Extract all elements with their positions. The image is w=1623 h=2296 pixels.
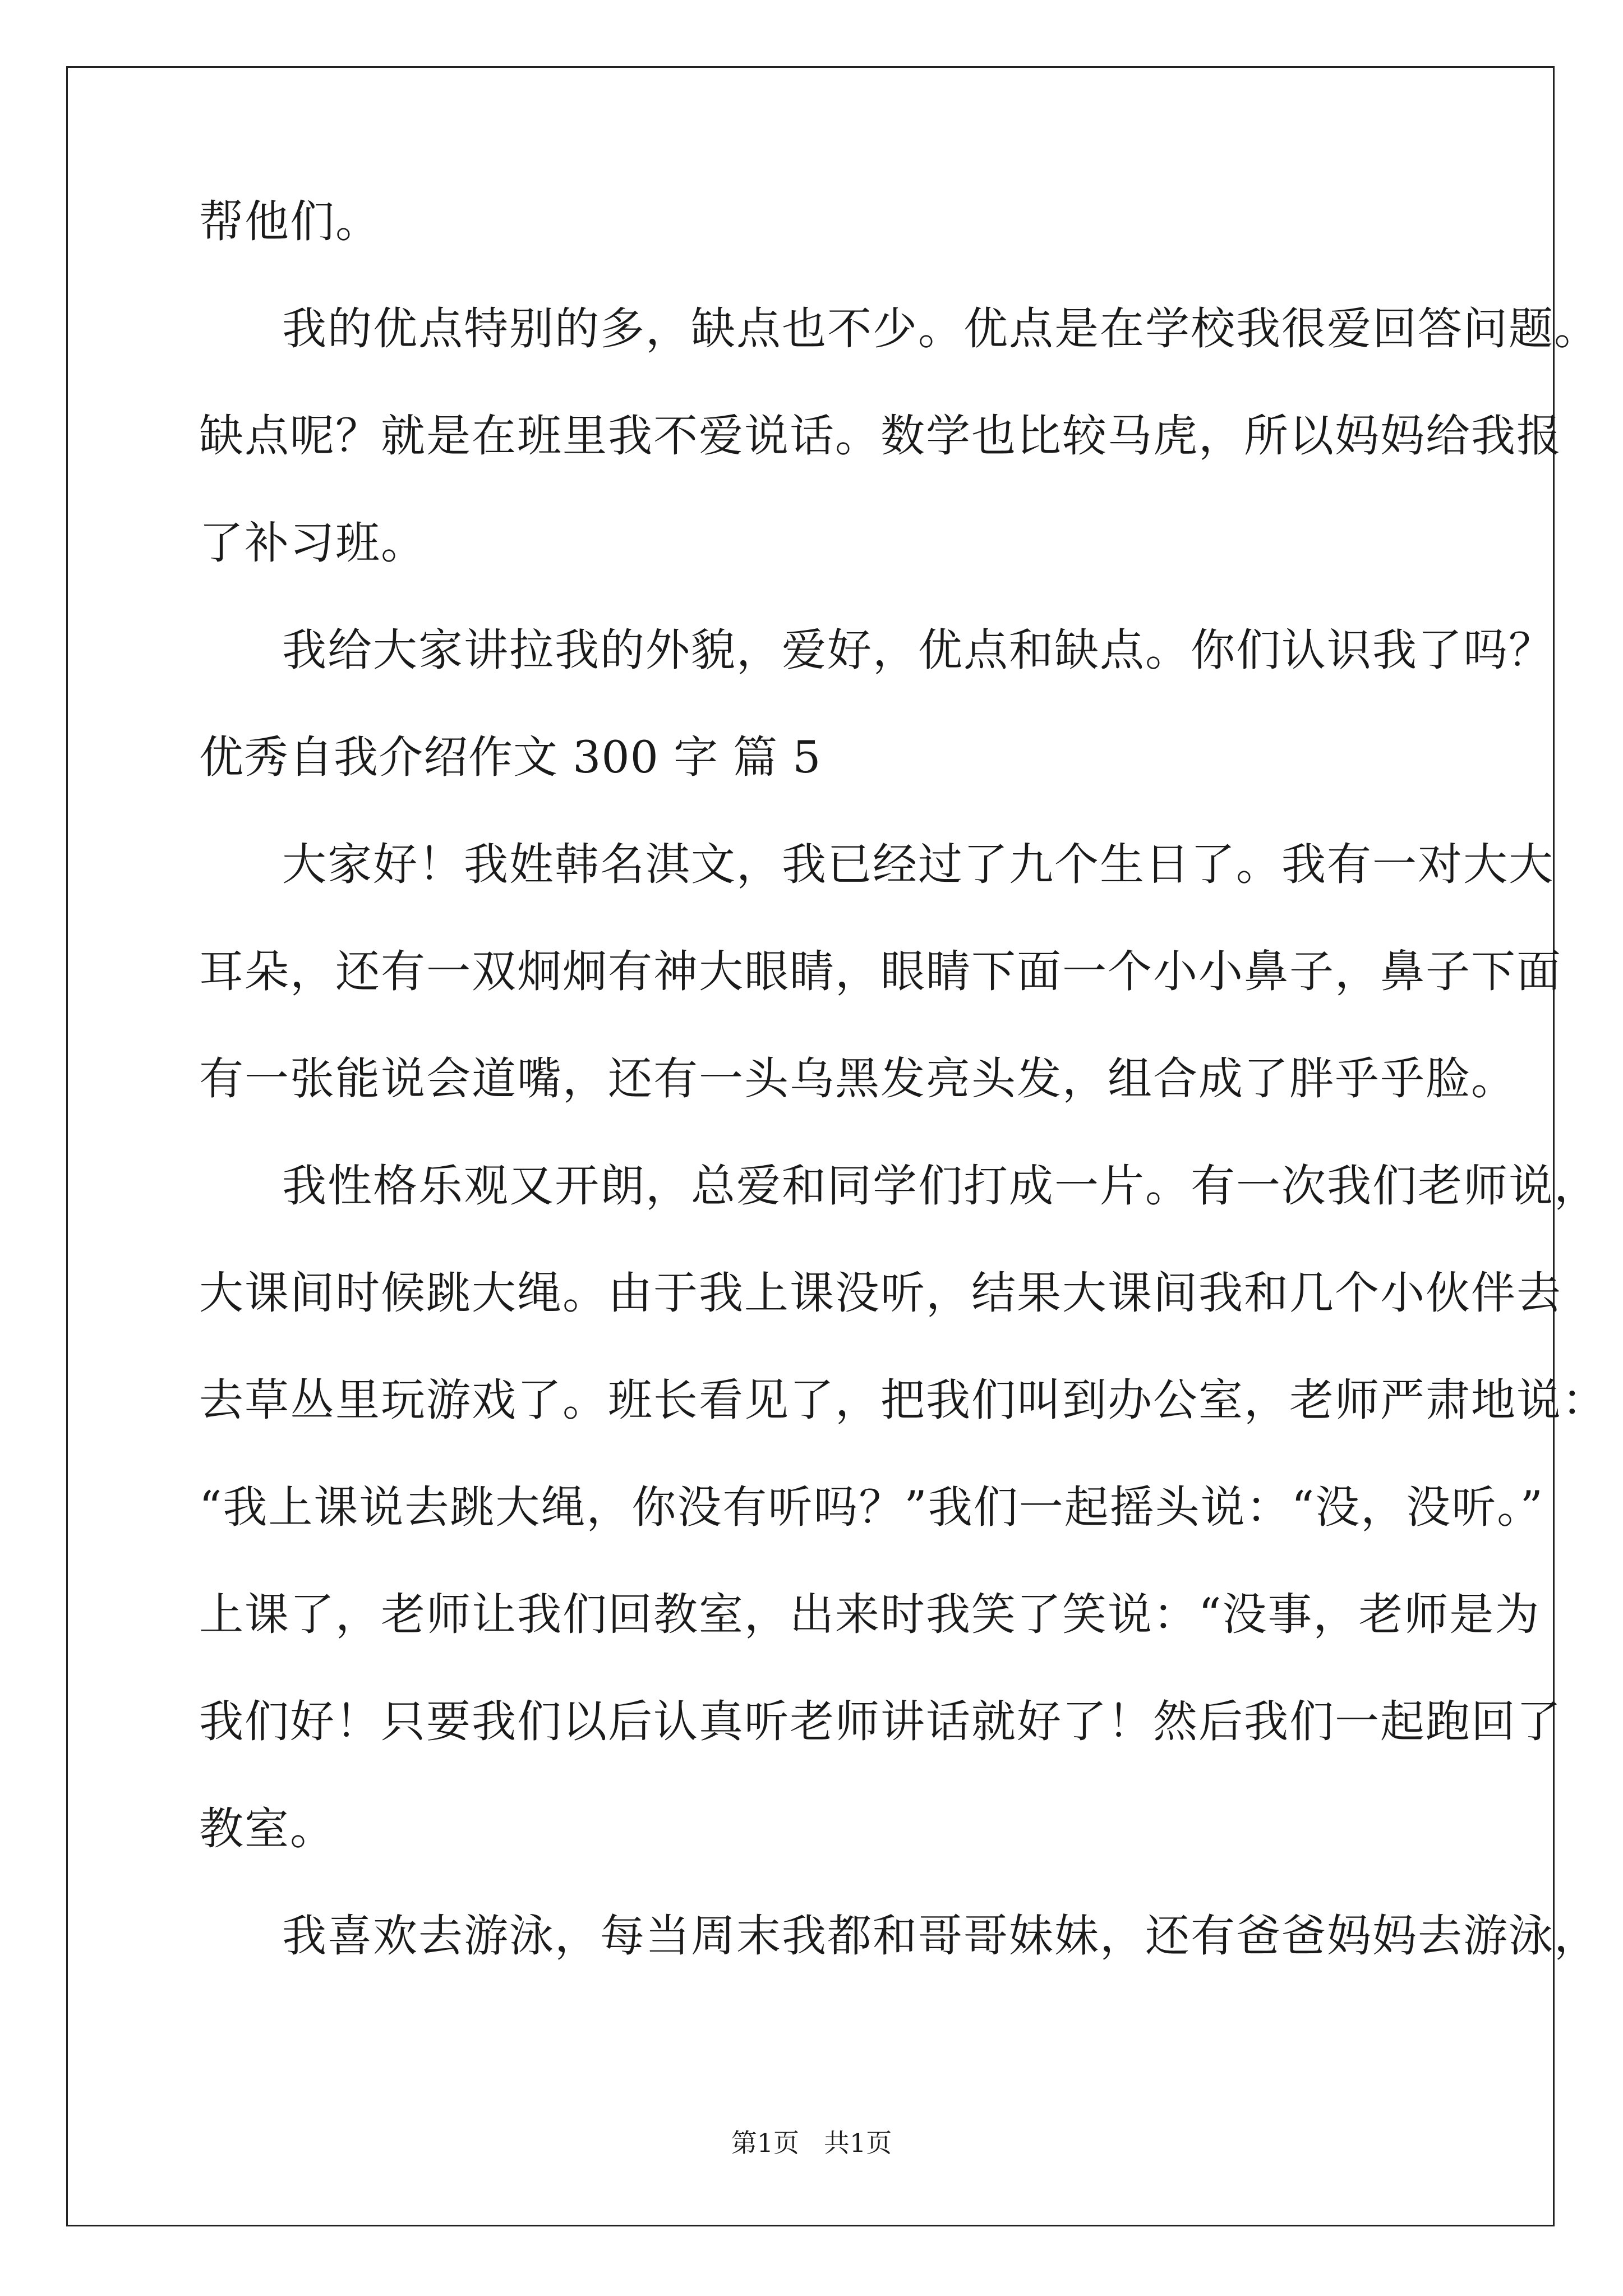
text-line: 教室。 xyxy=(199,1803,335,1855)
page-total: 共1页 xyxy=(824,2128,892,2158)
paragraph-first-line: 我给大家讲拉我的外貌，爱好，优点和缺点。你们认识我了吗？ xyxy=(282,624,1554,676)
paragraph-first-line: 大家好！我姓韩名淇文，我已经过了九个生日了。我有一对大大 xyxy=(282,839,1554,890)
paragraph-first-line: 我性格乐观又开朗，总爱和同学们打成一片。有一次我们老师说， xyxy=(282,1160,1599,1212)
text-line: “我上课说去跳大绳，你没有听吗？”我们一起摇头说：“没，没听。” xyxy=(199,1481,1544,1533)
page-footer xyxy=(0,2126,1623,2160)
text-line: 缺点呢？就是在班里我不爱说话。数学也比较马虎，所以妈妈给我报 xyxy=(199,410,1562,462)
text-line: 去草丛里玩游戏了。班长看见了，把我们叫到办公室，老师严肃地说： xyxy=(199,1374,1607,1426)
text-line: 大课间时候跳大绳。由于我上课没听，结果大课间我和几个小伙伴去 xyxy=(199,1267,1562,1319)
text-line: 上课了，老师让我们回教室，出来时我笑了笑说：“没事，老师是为 xyxy=(199,1589,1541,1640)
text-line: 耳朵，还有一双炯炯有神大眼睛，眼睛下面一个小小鼻子，鼻子下面 xyxy=(199,946,1562,997)
text-line: 帮他们。 xyxy=(199,196,381,247)
paragraph-first-line: 我喜欢去游泳，每当周末我都和哥哥妹妹，还有爸爸妈妈去游泳， xyxy=(282,1910,1599,1962)
paragraph-first-line: 我的优点特别的多，缺点也不少。优点是在学校我很爱回答问题。 xyxy=(282,303,1599,355)
text-line: 有一张能说会道嘴，还有一头乌黑发亮头发，组合成了胖乎乎脸。 xyxy=(199,1053,1516,1105)
page-number: 第1页 xyxy=(731,2128,799,2158)
document-body xyxy=(199,185,1607,2007)
text-line: 我们好！只要我们以后认真听老师讲话就好了！然后我们一起跑回了 xyxy=(199,1696,1562,1747)
section-title: 优秀自我介绍作文 300 字 篇 5 xyxy=(199,731,822,783)
text-line: 了补习班。 xyxy=(199,517,426,569)
